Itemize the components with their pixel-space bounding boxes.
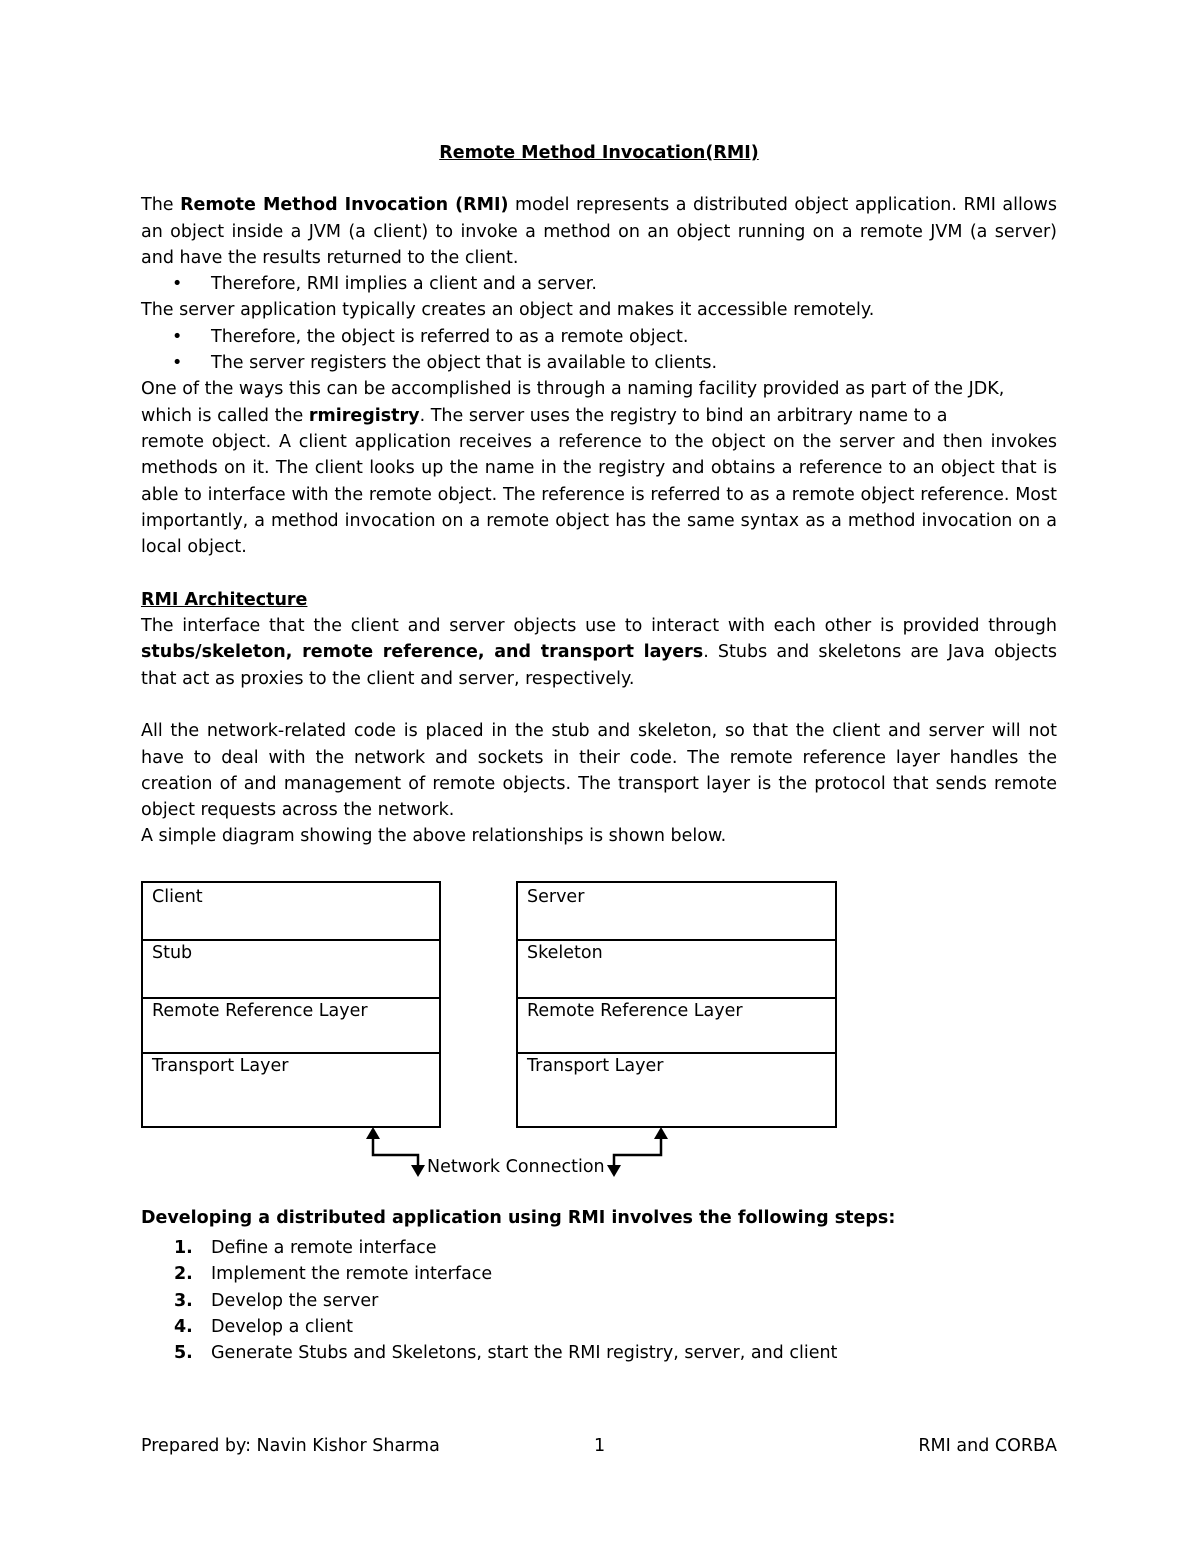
client-layer: Client [143,883,439,941]
architecture-heading: RMI Architecture [141,589,308,610]
architecture-paragraph: The interface that the client and server objects use to interact with each other is provided through stubs/skeleton, remote reference, and transport layers. Stubs and skeletons are Java objects that act as proxies to the client and server, respectively. [141,616,1057,689]
server-layer: Server [518,883,835,941]
server-stack [516,881,837,1128]
page-title: Remote Method Invocation(RMI) [439,143,759,163]
bullet-item: • The server registers the object that is available to clients. [141,350,1057,376]
arrow-down-icon [607,1165,621,1177]
arrow-down-icon [411,1165,425,1177]
bullet-item: • Therefore, RMI implies a client and a server. [141,271,1057,297]
server-remote-reference-layer: Remote Reference Layer [518,997,835,1054]
rmiregistry-term: rmiregistry [308,405,420,426]
list-item: 2. Implement the remote interface [174,1264,493,1285]
steps-list [141,1235,837,1366]
bullet-icon: • [172,274,183,295]
intro-paragraph: The Remote Method Invocation (RMI) model represents a distributed object application. RMI allows an object inside a JVM (a client) to invoke a method on an object running on a remote JVM (a server) and have the results returned to the client. [141,195,1057,268]
arrow-up-icon [654,1127,668,1139]
bullet-icon: • [172,326,183,347]
remote-object-paragraph: remote object. A client application receives a reference to the object on the server and then invokes methods on it. The client looks up the name in the registry and obtains a reference to an object that is able to interface with the remote object. The reference is referred to as a remote object reference. Most importantly, a method invocation on a remote object has the same syntax as a method invocation on a local object. [141,431,1057,558]
page-body [141,140,1057,850]
bullet-item: • Therefore, the object is referred to as a remote object. [141,324,1057,350]
list-item: 4. Develop a client [174,1316,353,1337]
server-transport-layer: Transport Layer [527,1056,664,1076]
arrow-up-icon [366,1127,380,1139]
registry-paragraph: One of the ways this can be accomplished is through a naming facility provided as part of the JDK, which is called the rmiregistry. The server uses the registry to bind an arbitrary name to a [141,379,1005,426]
bullet-icon: • [172,353,183,374]
server-paragraph: The server application typically creates an object and makes it accessible remotely. [141,300,875,321]
server-connector [614,1138,661,1166]
client-remote-reference-layer: Remote Reference Layer [143,997,439,1054]
footer-subject: RMI and CORBA [918,1436,1057,1456]
footer-author: Prepared by: Navin Kishor Sharma [141,1436,440,1456]
client-stack [141,881,441,1128]
network-paragraph: All the network-related code is placed in the stub and skeleton, so that the client and server will not have to deal with the network and sockets in their code. The remote reference layer handles the creation of and management of remote objects. The transport layer is the protocol that sends remote object requests across the network. [141,721,1057,821]
page-number: 1 [594,1436,606,1456]
list-item: 1. Define a remote interface [174,1238,437,1258]
list-item: 5. Generate Stubs and Skeletons, start the RMI registry, server, and client [174,1343,838,1364]
diagram-intro: A simple diagram showing the above relationships is shown below. [141,826,727,847]
steps-heading: Developing a distributed application using RMI involves the following steps: [141,1208,896,1228]
client-transport-layer: Transport Layer [152,1056,289,1076]
skeleton-layer: Skeleton [518,939,835,999]
network-connection-label: Network Connection [427,1157,605,1177]
rmi-term: Remote Method Invocation (RMI) [180,195,509,216]
client-connector [373,1138,418,1166]
stub-layer: Stub [143,939,439,999]
list-item: 3. Develop the server [174,1290,379,1311]
